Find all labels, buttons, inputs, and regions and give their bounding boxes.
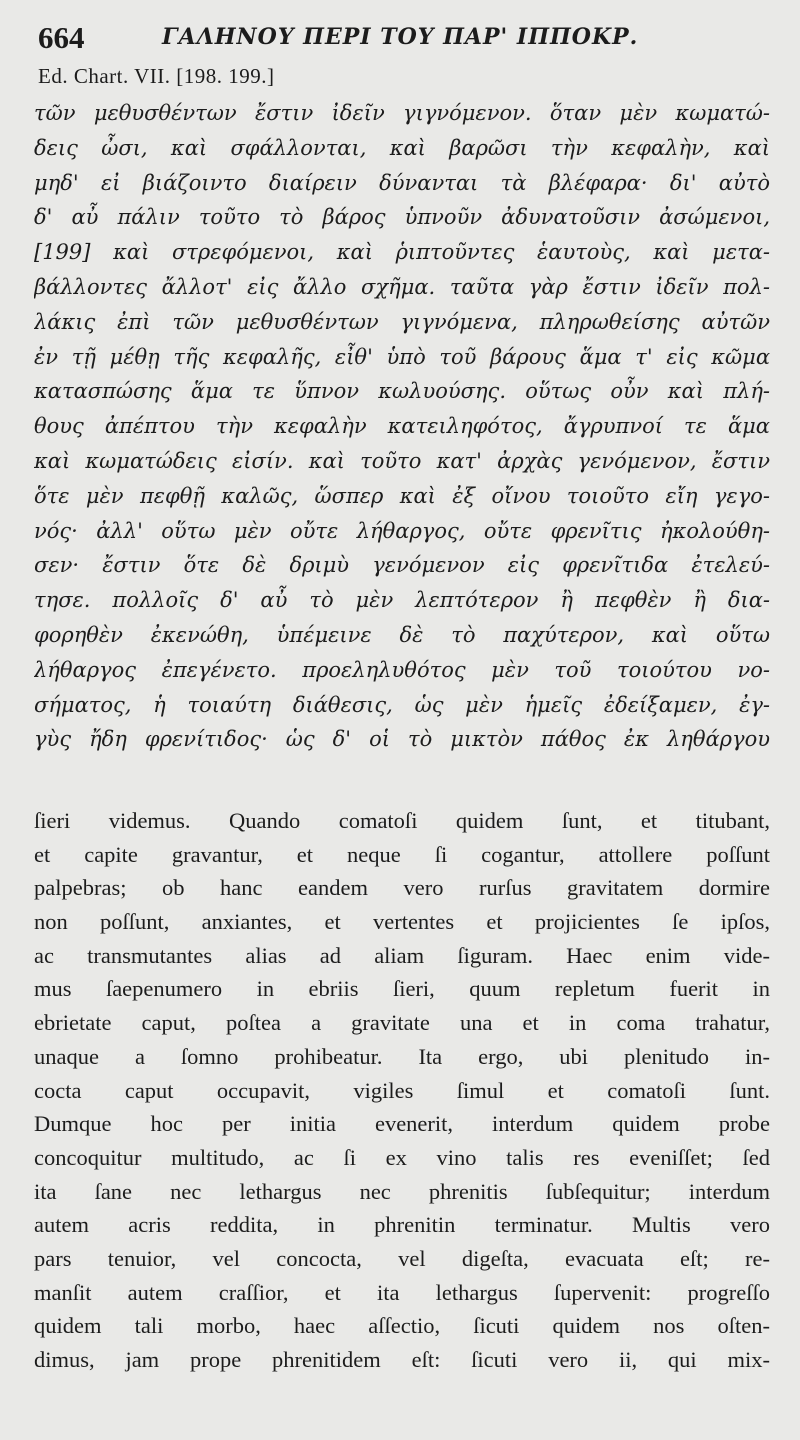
greek-text-line: τησε. πολλοῖς δ' αὖ τὸ μὲν λεπτότερον ἢ πεφθὲν ἢ δια- xyxy=(34,588,770,613)
latin-text-block xyxy=(34,804,770,1377)
greek-text-line: νός· ἀλλ' οὕτω μὲν οὔτε λήθαργος, οὔτε φρενῖτις ἠκολούθη- xyxy=(34,518,770,543)
latin-text-line: ita ſane nec lethargus nec phrenitis ſubſequitur; interdum xyxy=(34,1178,770,1204)
running-head: ΓΑΛΗΝΟΥ ΠΕΡΙ ΤΟΥ ΠΑΡ' ΙΠΠΟΚΡ. xyxy=(162,24,639,50)
greek-text-line: δεις ὦσι, καὶ σφάλλονται, καὶ βαρῶσι τὴν κεφαλὴν, καὶ xyxy=(34,135,770,160)
latin-text-line: ac transmutantes alias ad aliam ſiguram. Haec enim vide- xyxy=(34,942,770,968)
greek-text-line: βάλλοντες ἄλλοτ' εἰς ἄλλο σχῆμα. ταῦτα γὰρ ἔστιν ἰδεῖν πολ- xyxy=(34,274,770,299)
latin-text-line: ebrietate caput, poſtea a gravitate una et in coma trahatur, xyxy=(34,1010,770,1036)
greek-text-line: τῶν μεθυσθέντων ἔστιν ἰδεῖν γιγνόμενον. ὅταν μὲν κωματώ- xyxy=(34,101,770,125)
greek-text-line: λήθαργος ἐπεγένετο. προεληλυθότος μὲν τοῦ τοιούτου νο- xyxy=(34,657,770,682)
latin-text-line: et capite gravantur, et neque ſi cogantur, attollere poſſunt xyxy=(34,841,770,867)
latin-text-line: concoquitur multitudo, ac ſi ex vino talis res eveniſſet; ſed xyxy=(34,1144,770,1170)
latin-text-line: pars tenuior, vel concocta, vel digeſta, evacuata eſt; re- xyxy=(34,1245,770,1271)
latin-text-line: palpebras; ob hanc eandem vero rurſus gravitatem dormire xyxy=(34,875,770,901)
page-number: 664 xyxy=(38,20,85,55)
edition-reference: Ed. Chart. VII. [198. 199.] xyxy=(38,64,275,88)
greek-text-line: ἐν τῇ μέθῃ τῆς κεφαλῆς, εἶθ' ὑπὸ τοῦ βάρους ἅμα τ' εἰς κῶμα xyxy=(34,344,770,369)
greek-text-line: σήματος, ἡ τοιαύτη διάθεσις, ὡς μὲν ἡμεῖς ἐδείξαμεν, ἐγ- xyxy=(34,692,770,717)
greek-text-block xyxy=(34,96,770,757)
greek-text-line: σεν· ἔστιν ὅτε δὲ δριμὺ γενόμενον εἰς φρενῖτιδα ἐτελεύ- xyxy=(34,553,770,578)
latin-text-line: unaque a ſomno prohibeatur. Ita ergo, ubi plenitudo in- xyxy=(34,1043,770,1069)
greek-text-line: θους ἀπέπτου τὴν κεφαλὴν κατειληφότος, ἄγρυπνοί τε ἅμα xyxy=(34,414,770,439)
latin-text-line: Dumque hoc per initia evenerit, interdum quidem probe xyxy=(34,1111,770,1137)
greek-text-line: δ' αὖ πάλιν τοῦτο τὸ βάρος ὑπνοῦν ἀδυνατοῦσιν ἀσώμενοι, xyxy=(34,205,770,230)
latin-text-line: cocta caput occupavit, vigiles ſimul et comatoſi ſunt. xyxy=(34,1077,770,1103)
greek-text-line: ὅτε μὲν πεφθῇ καλῶς, ὥσπερ καὶ ἐξ οἴνου τοιοῦτο εἴη γεγο- xyxy=(34,483,770,508)
greek-text-line: φορηθὲν ἐκενώθη, ὑπέμεινε δὲ τὸ παχύτερον, καὶ οὕτω xyxy=(34,622,770,647)
page-header xyxy=(38,18,758,60)
greek-text-line: καὶ κωματώδεις εἰσίν. καὶ τοῦτο κατ' ἀρχὰς γενόμενον, ἔστιν xyxy=(34,448,770,473)
greek-text-line: [199] καὶ στρεφόμενοι, καὶ ῥιπτοῦντες ἑαυτοὺς, καὶ μετα- xyxy=(34,240,770,265)
latin-text-line: manſit autem craſſior, et ita lethargus ſupervenit: progreſſo xyxy=(34,1279,770,1305)
greek-text-line: λάκις ἐπὶ τῶν μεθυσθέντων γιγνόμενα, πληρωθείσης αὐτῶν xyxy=(34,309,770,334)
greek-text-line: κατασπώσης ἅμα τε ὕπνον κωλυούσης. οὕτως οὖν καὶ πλή- xyxy=(34,379,770,404)
latin-text-line: quidem tali morbo, haec aſſectio, ſicuti quidem nos oſten- xyxy=(34,1313,770,1339)
greek-text-line: γὺς ἤδη φρενίτιδος· ὡς δ' οἱ τὸ μικτὸν πάθος ἐκ ληθάργου xyxy=(34,727,770,752)
latin-text-line: autem acris reddita, in phrenitin terminatur. Multis vero xyxy=(34,1212,770,1238)
latin-text-line: non poſſunt, anxiantes, et vertentes et projicientes ſe ipſos, xyxy=(34,909,770,935)
latin-text-line: ſieri videmus. Quando comatoſi quidem ſunt, et titubant, xyxy=(34,808,770,833)
greek-text-line: μηδ' εἰ βιάζοιντο διαίρειν δύνανται τὰ βλέφαρα· δι' αὐτὸ xyxy=(34,170,770,195)
latin-text-line: dimus, jam prope phrenitidem eſt: ſicuti vero ii, qui mix- xyxy=(34,1347,770,1372)
latin-text-line: mus ſaepenumero in ebriis ſieri, quum repletum fuerit in xyxy=(34,976,770,1002)
